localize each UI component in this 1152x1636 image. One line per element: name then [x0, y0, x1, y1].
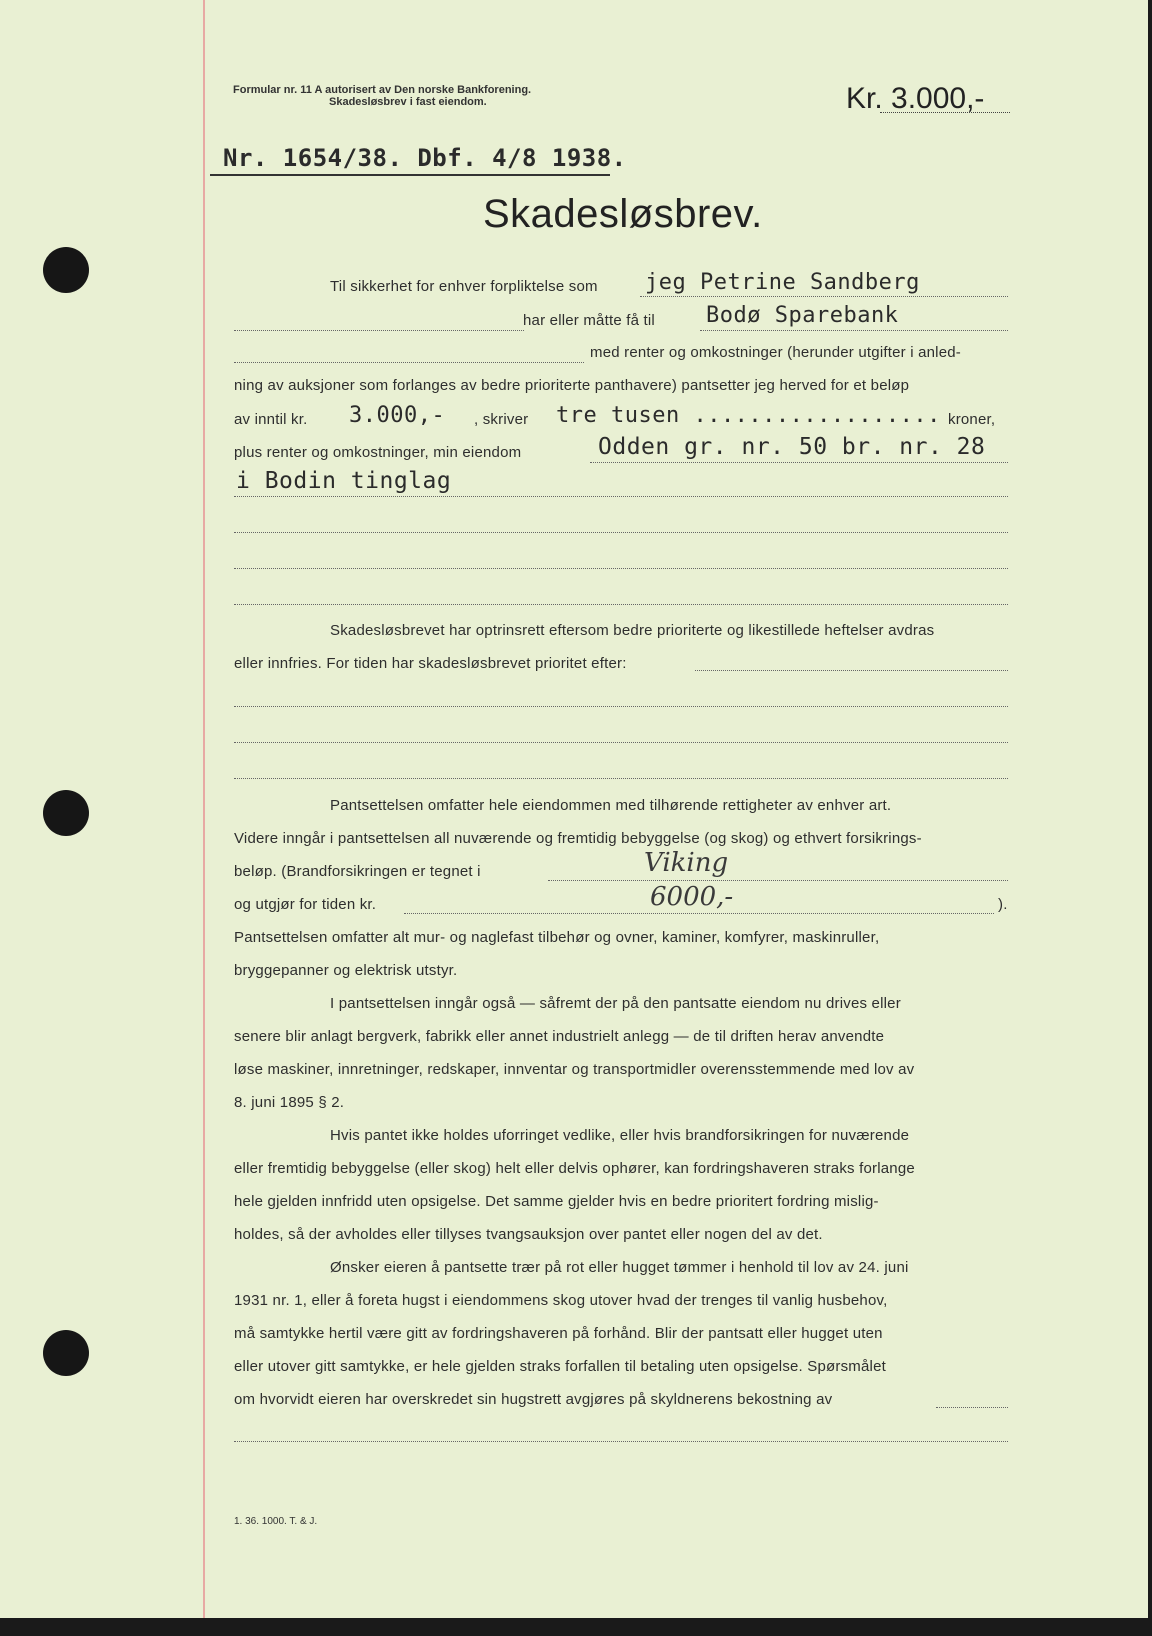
amount-header: Kr. 3.000,-	[846, 82, 985, 115]
body-line: 1931 nr. 1, eller å foreta hugst i eiendommens skog utover hvad der trenges til vanlig husbehov,	[234, 1292, 888, 1309]
handwritten-insurer: Viking	[644, 848, 729, 878]
l5-label-b: , skriver	[474, 411, 529, 428]
body-line: 8. juni 1895 § 2.	[234, 1094, 345, 1111]
l1-label: Til sikkerhet for enhver forpliktelse som	[330, 278, 598, 295]
body-line: eller utover gitt samtykke, er hele gjelden straks forfallen til betaling uten opsigelse. Spørsmålet	[234, 1358, 886, 1375]
field-line	[700, 330, 1008, 331]
l5-amount: 3.000,-	[349, 403, 446, 428]
body-line: beløp. (Brandforsikringen er tegnet i	[234, 863, 481, 880]
punch-hole	[43, 790, 89, 836]
priority-line-2: eller innfries. For tiden har skadesløsbrevet prioritet efter:	[234, 655, 627, 672]
l6-label: plus renter og omkostninger, min eiendom	[234, 444, 522, 461]
handwritten-amount: 6000,-	[650, 882, 734, 912]
field-line	[234, 330, 524, 331]
blank-line	[234, 604, 1008, 605]
l1-value: jeg Petrine Sandberg	[645, 270, 920, 295]
field-line	[548, 880, 1008, 881]
body-line: Pantsettelsen omfatter alt mur- og naglefast tilbehør og ovner, kaminer, komfyrer, maskinruller,	[234, 929, 880, 946]
body-line: senere blir anlagt bergverk, fabrikk eller annet industrielt anlegg — de til driften herav anvendte	[234, 1028, 885, 1045]
reference-number: Nr. 1654/38. Dbf. 4/8 1938.	[223, 144, 627, 172]
printer-mark: 1. 36. 1000. T. & J.	[234, 1516, 318, 1527]
blank-line	[234, 706, 1008, 707]
l2-label: har eller måtte få til	[523, 312, 655, 329]
body-line: Videre inngår i pantsettelsen all nuværende og fremtidig bebyggelse (og skog) og ethvert forsikrings-	[234, 830, 922, 847]
l7-value: i Bodin tinglag	[236, 468, 452, 494]
form-line-2: Skadesløsbrev i fast eiendom.	[329, 96, 487, 108]
priority-line-1: Skadesløsbrevet har optrinsrett eftersom bedre prioriterte og likestillede heftelser avdras	[330, 622, 935, 639]
margin-line	[203, 0, 205, 1618]
l6-value: Odden gr. nr. 50 br. nr. 28	[598, 434, 986, 460]
document-title: Skadesløsbrev.	[483, 192, 763, 236]
blank-line	[234, 532, 1008, 533]
amount-underline	[880, 112, 1010, 113]
l3-text: med renter og omkostninger (herunder utgifter i anled-	[590, 344, 961, 361]
l5-label-c: kroner,	[948, 411, 996, 428]
body-line: må samtykke hertil være gitt av fordringshaveren på forhånd. Blir der pantsatt eller hugget uten	[234, 1325, 883, 1342]
body-line: Hvis pantet ikke holdes uforringet vedlike, eller hvis brandforsikringen for nuværende	[330, 1127, 910, 1144]
body-line: løse maskiner, innretninger, redskaper, innventar og transportmidler overensstemmende med lov av	[234, 1061, 915, 1078]
body-line: eller fremtidig bebyggelse (eller skog) helt eller delvis ophører, kan fordringshaveren straks forlange	[234, 1160, 915, 1177]
blank-line	[234, 568, 1008, 569]
punch-hole	[43, 1330, 89, 1376]
field-line	[936, 1407, 1008, 1408]
l5-label-a: av inntil kr.	[234, 411, 308, 428]
field-line	[404, 913, 994, 914]
body-line: ).	[998, 896, 1008, 913]
body-line: bryggepanner og elektrisk utstyr.	[234, 962, 458, 979]
field-line	[640, 296, 1008, 297]
form-line-1: Formular nr. 11 A autorisert av Den norske Bankforening.	[233, 84, 532, 96]
body-line: Ønsker eieren å pantsette trær på rot eller hugget tømmer i henhold til lov av 24. juni	[330, 1259, 909, 1276]
body-line: holdes, så der avholdes eller tillyses tvangsauksjon over pantet eller nogen del av det.	[234, 1226, 823, 1243]
l2-value: Bodø Sparebank	[706, 303, 899, 328]
l4-text: ning av auksjoner som forlanges av bedre prioriterte panthavere) pantsetter jeg herved for et beløp	[234, 377, 910, 394]
body-line: Pantsettelsen omfatter hele eiendommen med tilhørende rettigheter av enhver art.	[330, 797, 892, 814]
field-line	[695, 670, 1008, 671]
field-line	[234, 362, 584, 363]
blank-line	[234, 778, 1008, 779]
punch-hole	[43, 247, 89, 293]
field-line	[590, 462, 1008, 463]
reference-underline	[210, 174, 610, 176]
l5-words: tre tusen ..................	[556, 403, 941, 428]
body-line: og utgjør for tiden kr.	[234, 896, 377, 913]
blank-line	[234, 1441, 1008, 1442]
field-line	[234, 496, 1008, 497]
body-line: om hvorvidt eieren har overskredet sin hugstrett avgjøres på skyldnerens bekostning av	[234, 1391, 833, 1408]
blank-line	[234, 742, 1008, 743]
body-line: I pantsettelsen inngår også — såfremt der på den pantsatte eiendom nu drives eller	[330, 995, 901, 1012]
body-line: hele gjelden innfridd uten opsigelse. Det samme gjelder hvis en bedre prioritert fordring mislig-	[234, 1193, 879, 1210]
